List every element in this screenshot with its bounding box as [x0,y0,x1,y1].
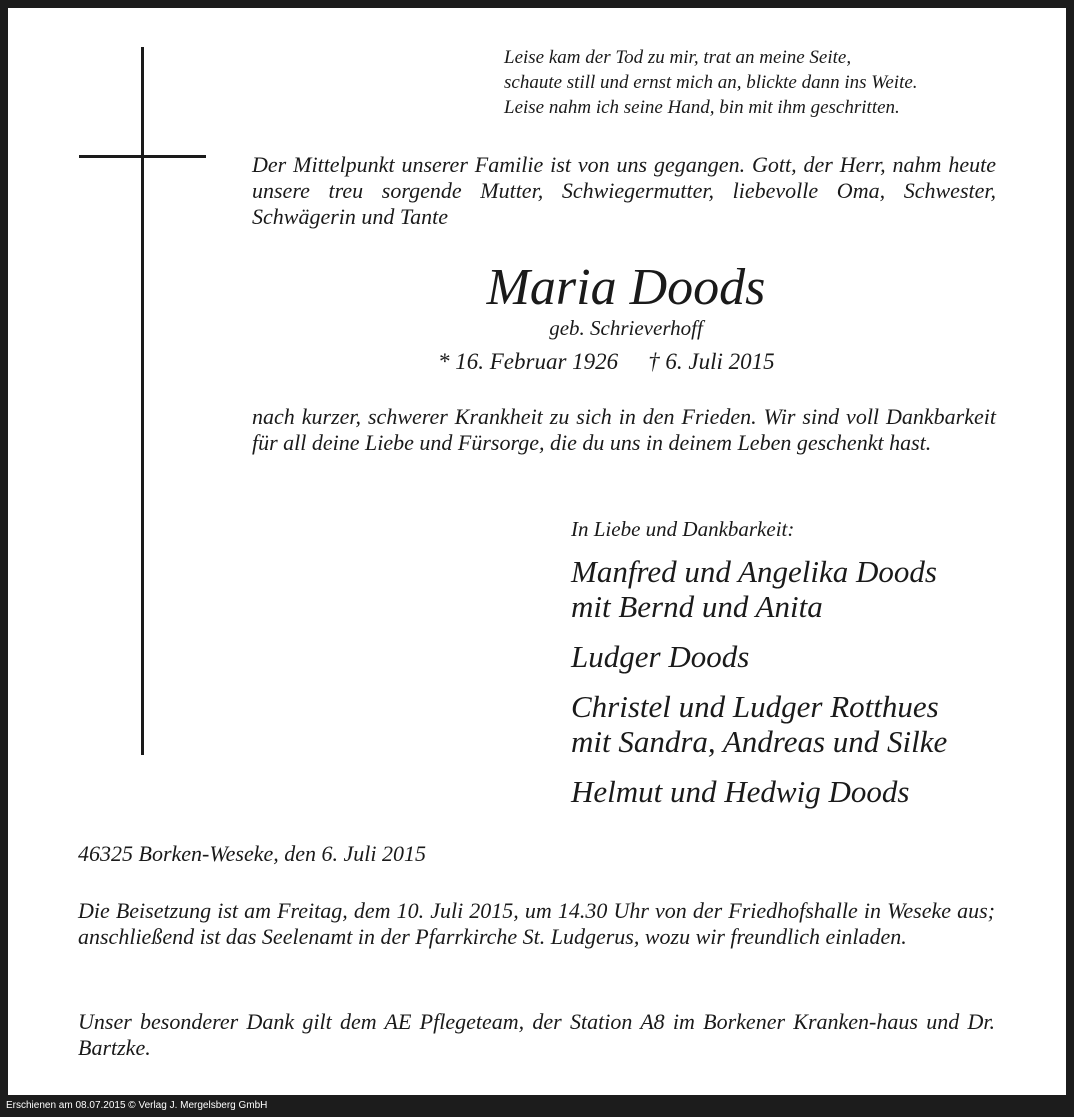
mourner-line: Ludger Doods [571,639,750,674]
deceased-name: Maria Doods [486,259,766,316]
closing-line: In Liebe und Dankbarkeit: [571,517,795,541]
mourner-line: mit Bernd und Anita [571,589,823,624]
cross-icon-horizontal [79,155,206,158]
mourner-group [571,774,947,809]
poem-line: Leise kam der Tod zu mir, trat an meine Seite, [504,47,852,68]
intro-text: Der Mittelpunkt unserer Familie ist von uns gegangen. Gott, der Herr, nahm heute unsere treu sorgende Mutter, Schwiegermutter, liebevolle Oma, Schwester, Schwägerin und Tante [252,152,996,229]
publication-footer: Erschienen am 08.07.2015 © Verlag J. Mergelsberg GmbH [6,1100,268,1111]
obituary-notice [8,8,1066,1095]
funeral-info: Die Beisetzung ist am Freitag, dem 10. Juli 2015, um 14.30 Uhr von der Friedhofshalle in Weseke aus; anschließend ist das Seelenamt in der Pfarrkirche St. Ludgerus, wozu wir freundlich einladen. [78,898,995,949]
cross-icon-vertical [141,47,144,755]
mourners-list [571,554,947,824]
mourner-group [571,639,947,674]
mourner-line: Manfred und Angelika Doods [571,554,937,589]
poem-line: schaute still und ernst mich an, blickte dann ins Weite. [504,72,918,93]
mourner-line: Helmut und Hedwig Doods [571,774,910,809]
place-date: 46325 Borken-Weseke, den 6. Juli 2015 [78,841,427,866]
life-dates [438,346,775,378]
mourner-group [571,689,947,759]
mourner-group [571,554,947,624]
mourner-line: mit Sandra, Andreas und Silke [571,724,948,759]
birth-name: geb. Schrieverhoff [549,316,703,340]
death-date: † 6. Juli 2015 [648,349,775,374]
after-text: nach kurzer, schwerer Krankheit zu sich in den Frieden. Wir sind voll Dankbarkeit für all deine Liebe und Fürsorge, die du uns in deinem Leben geschenkt hast. [252,404,996,455]
poem [504,45,1064,120]
birth-date: * 16. Februar 1926 [438,349,619,374]
mourner-line: Christel und Ludger Rotthues [571,689,939,724]
poem-line: Leise nahm ich seine Hand, bin mit ihm geschritten. [504,97,900,118]
thanks-text: Unser besonderer Dank gilt dem AE Pflegeteam, der Station A8 im Borkener Kranken-haus und Dr. Bartzke. [78,1009,995,1060]
